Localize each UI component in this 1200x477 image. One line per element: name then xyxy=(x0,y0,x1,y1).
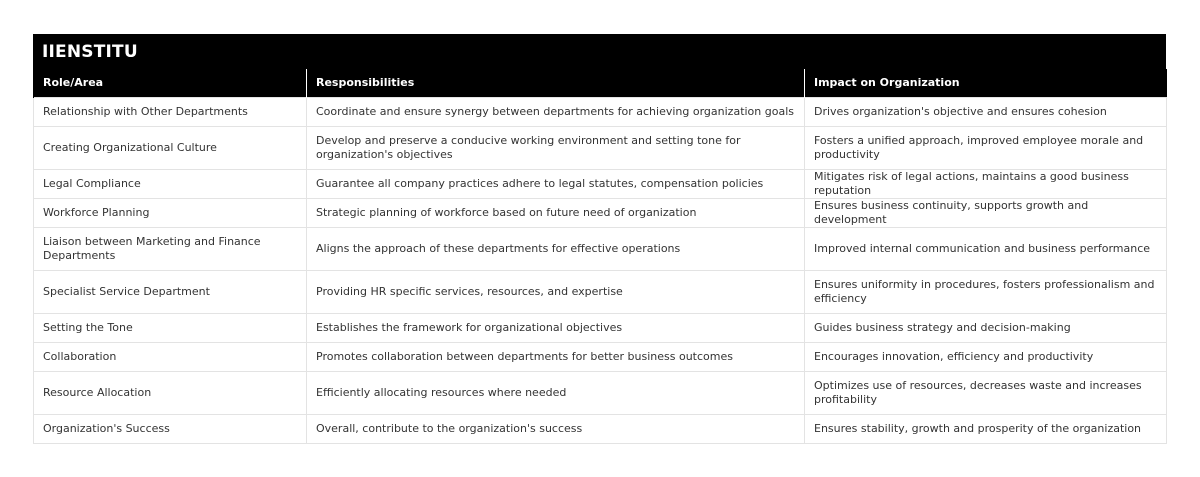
cell-responsibilities: Guarantee all company practices adhere to legal statutes, compensation policies xyxy=(307,169,805,198)
content-table-container xyxy=(33,34,1166,444)
cell-impact: Drives organization's objective and ensures cohesion xyxy=(805,97,1167,126)
cell-role: Workforce Planning xyxy=(34,198,307,227)
cell-impact: Ensures stability, growth and prosperity of the organization xyxy=(805,414,1167,443)
column-header-role: Role/Area xyxy=(34,69,307,97)
cell-role: Resource Allocation xyxy=(34,371,307,414)
column-header-responsibilities: Responsibilities xyxy=(307,69,805,97)
cell-role: Relationship with Other Departments xyxy=(34,97,307,126)
cell-impact: Mitigates risk of legal actions, maintains a good business reputation xyxy=(805,169,1167,198)
cell-role: Setting the Tone xyxy=(34,313,307,342)
table-row xyxy=(34,126,1167,169)
cell-responsibilities: Aligns the approach of these departments for effective operations xyxy=(307,227,805,270)
cell-responsibilities: Strategic planning of workforce based on future need of organization xyxy=(307,198,805,227)
cell-role: Collaboration xyxy=(34,342,307,371)
cell-impact: Optimizes use of resources, decreases waste and increases profitability xyxy=(805,371,1167,414)
cell-responsibilities: Efficiently allocating resources where needed xyxy=(307,371,805,414)
column-header-impact: Impact on Organization xyxy=(805,69,1167,97)
cell-responsibilities: Overall, contribute to the organization's success xyxy=(307,414,805,443)
cell-responsibilities: Providing HR specific services, resources, and expertise xyxy=(307,270,805,313)
cell-impact: Guides business strategy and decision-making xyxy=(805,313,1167,342)
cell-role: Specialist Service Department xyxy=(34,270,307,313)
table-title: IIENSTITU xyxy=(33,34,1166,69)
cell-role: Legal Compliance xyxy=(34,169,307,198)
cell-impact: Encourages innovation, efficiency and productivity xyxy=(805,342,1167,371)
table-row xyxy=(34,371,1167,414)
roles-table xyxy=(33,69,1167,444)
cell-role: Organization's Success xyxy=(34,414,307,443)
cell-role: Liaison between Marketing and Finance Departments xyxy=(34,227,307,270)
table-header-row xyxy=(34,69,1167,97)
cell-impact: Ensures uniformity in procedures, fosters professionalism and efficiency xyxy=(805,270,1167,313)
table-row xyxy=(34,198,1167,227)
cell-impact: Fosters a unified approach, improved employee morale and productivity xyxy=(805,126,1167,169)
table-row xyxy=(34,270,1167,313)
cell-impact: Ensures business continuity, supports growth and development xyxy=(805,198,1167,227)
table-row xyxy=(34,414,1167,443)
table-row xyxy=(34,227,1167,270)
cell-responsibilities: Coordinate and ensure synergy between departments for achieving organization goals xyxy=(307,97,805,126)
table-row xyxy=(34,313,1167,342)
table-row xyxy=(34,97,1167,126)
cell-role: Creating Organizational Culture xyxy=(34,126,307,169)
cell-responsibilities: Develop and preserve a conducive working environment and setting tone for organization's objectives xyxy=(307,126,805,169)
table-row xyxy=(34,169,1167,198)
cell-impact: Improved internal communication and business performance xyxy=(805,227,1167,270)
cell-responsibilities: Establishes the framework for organizational objectives xyxy=(307,313,805,342)
table-row xyxy=(34,342,1167,371)
cell-responsibilities: Promotes collaboration between departments for better business outcomes xyxy=(307,342,805,371)
